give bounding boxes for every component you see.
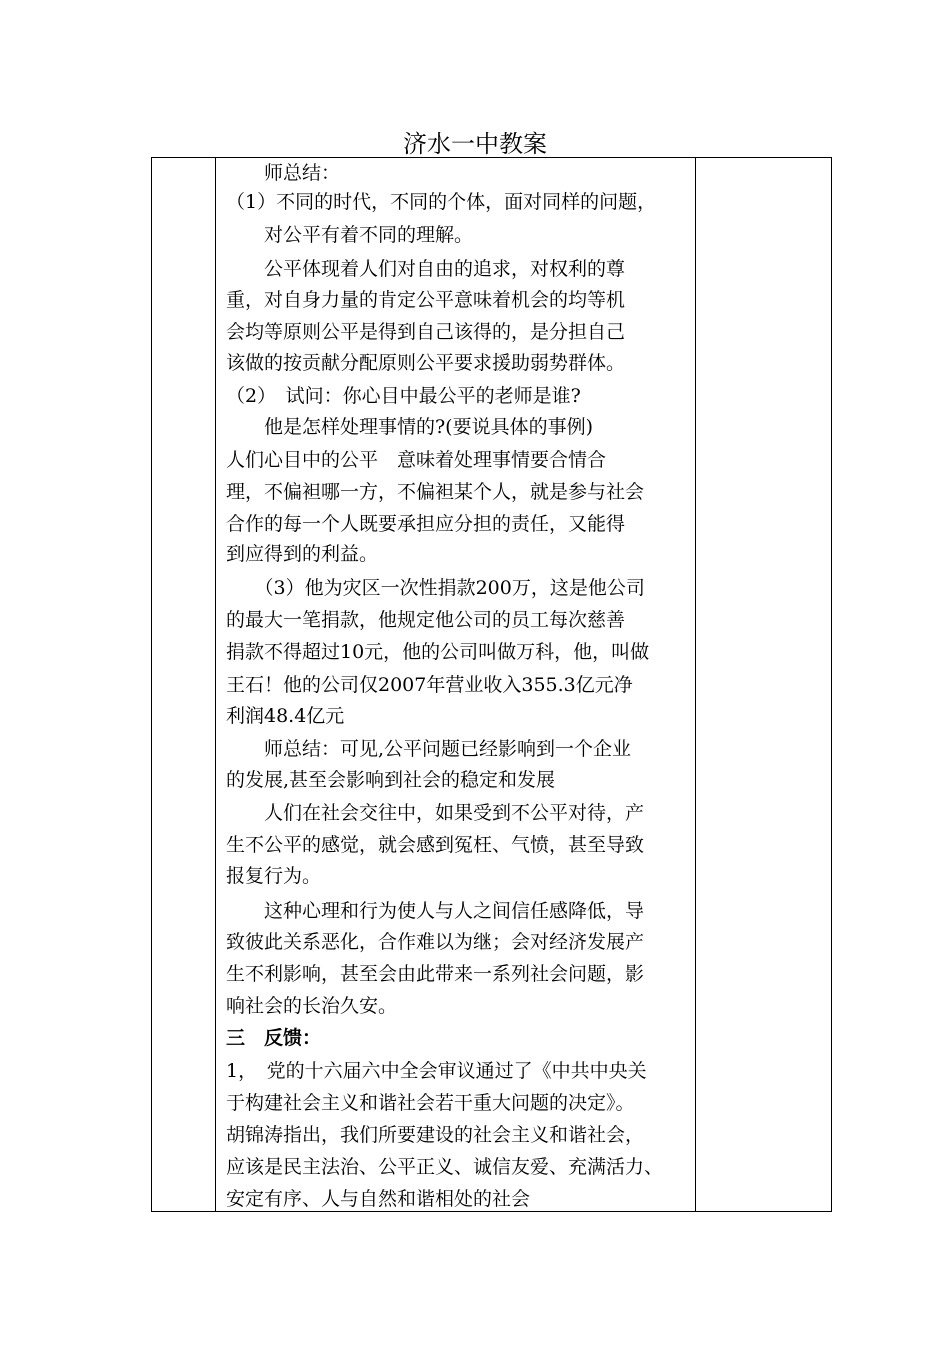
text-line: 响社会的长治久安。 <box>226 995 398 1017</box>
text-line: 生不公平的感觉，就会感到冤枉、气愤，甚至导致 <box>226 834 645 856</box>
text-line: 于构建社会主义和谐社会若干重大问题的决定》。 <box>226 1092 635 1114</box>
text-line: 该做的按贡献分配原则公平要求援助弱势群体。 <box>226 352 626 374</box>
text-line: 人们心目中的公平 意味着处理事情要合情合 <box>226 449 607 471</box>
text-line: （2） 试问：你心目中最公平的老师是谁? <box>226 385 581 407</box>
text-line: 利润48.4亿元 <box>226 705 345 727</box>
text-line: 这种心理和行为使人与人之间信任感降低，导 <box>226 900 645 922</box>
section-heading-feedback: 三 反馈： <box>226 1027 322 1049</box>
text-line: 应该是民主法治、公平正义、诚信友爱、充满活力、 <box>226 1156 664 1178</box>
text-line: 致彼此关系恶化，合作难以为继；会对经济发展产 <box>226 931 645 953</box>
text-line: 安定有序、人与自然和谐相处的社会 <box>226 1188 531 1210</box>
text-line: 1， 党的十六届六中全会审议通过了《中共中央关 <box>226 1060 647 1082</box>
text-line: 他是怎样处理事情的?(要说具体的事例) <box>226 416 594 438</box>
text-line: 重，对自身力量的肯定公平意味着机会的均等机 <box>226 289 626 311</box>
text-line: 对公平有着不同的理解。 <box>226 224 474 246</box>
text-line: 合作的每一个人既要承担应分担的责任，又能得 <box>226 513 626 535</box>
text-line: （3）他为灾区一次性捐款200万，这是他公司 <box>226 577 645 599</box>
text-line: 生不利影响，甚至会由此带来一系列社会问题，影 <box>226 963 645 985</box>
text-line: （1）不同的时代，不同的个体，面对同样的问题， <box>226 191 657 213</box>
text-line: 理，不偏袒哪一方，不偏袒某个人，就是参与社会 <box>226 481 645 503</box>
text-line: 王石！他的公司仅2007年营业收入355.3亿元净 <box>226 674 633 696</box>
column-divider-left <box>215 158 216 1211</box>
text-line: 师总结：可见,公平问题已经影响到一个企业 <box>226 738 632 760</box>
text-line: 胡锦涛指出，我们所要建设的社会主义和谐社会， <box>226 1124 645 1146</box>
text-line: 到应得到的利益。 <box>226 543 379 565</box>
text-line: 会均等原则公平是得到自己该得的，是分担自己 <box>226 321 626 343</box>
page-title: 济水一中教案 <box>403 130 547 158</box>
text-line: 报复行为。 <box>226 865 322 887</box>
text-line: 的最大一笔捐款，他规定他公司的员工每次慈善 <box>226 609 626 631</box>
text-line: 师总结： <box>226 162 341 184</box>
text-line: 捐款不得超过10元，他的公司叫做万科，他，叫做 <box>226 641 650 663</box>
text-line: 公平体现着人们对自由的追求，对权利的尊 <box>226 258 626 280</box>
text-line: 人们在社会交往中，如果受到不公平对待，产 <box>226 802 645 824</box>
column-divider-right <box>695 158 696 1211</box>
text-line: 的发展,甚至会影响到社会的稳定和发展 <box>226 769 556 791</box>
